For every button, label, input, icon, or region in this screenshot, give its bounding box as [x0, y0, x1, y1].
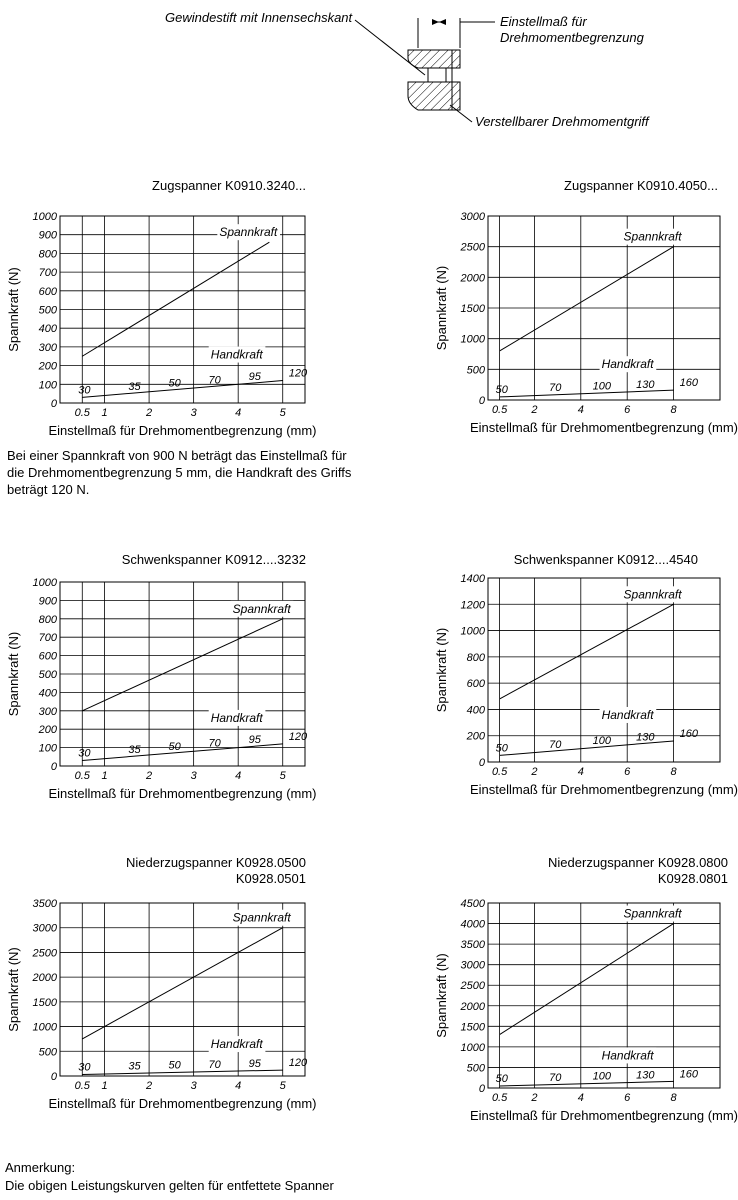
handkraft-value-label: 120	[288, 367, 308, 380]
chart-title: Niederzugspanner K0928.0500 K0928.0501	[126, 855, 306, 886]
y-tick-label: 600	[38, 285, 57, 298]
handkraft-value-label: 50	[168, 740, 181, 753]
x-tick-label: 5	[279, 407, 286, 419]
x-tick-label: 0.5	[74, 407, 90, 419]
handkraft-value-label: 35	[128, 381, 141, 394]
y-tick-label: 700	[38, 632, 57, 645]
footer-text: Die obigen Leistungskurven gelten für entfettete Spanner	[5, 1178, 334, 1193]
y-axis-label: Spannkraft (N)	[434, 627, 449, 713]
series-name-label: Handkraft	[210, 710, 263, 725]
y-tick-label: 2500	[460, 241, 485, 254]
series-name-label: Spannkraft	[232, 601, 291, 616]
y-axis-label: Spannkraft (N)	[6, 267, 21, 352]
y-tick-label: 1500	[460, 1021, 485, 1034]
x-tick-label: 2	[146, 1080, 153, 1092]
y-tick-label: 3500	[460, 939, 485, 952]
y-tick-label: 200	[38, 360, 57, 373]
handkraft-value-label: 35	[128, 744, 141, 757]
handkraft-value-label: 100	[592, 380, 611, 393]
handkraft-value-label: 130	[636, 1069, 655, 1082]
y-tick-label: 600	[466, 678, 485, 691]
handkraft-value-label: 50	[495, 742, 508, 755]
handkraft-value-label: 95	[248, 1057, 261, 1070]
x-tick-label: 2	[146, 407, 153, 419]
x-tick-label: 4	[577, 766, 584, 778]
series-name-label: Spannkraft	[623, 587, 682, 602]
chart-plot	[400, 178, 738, 453]
series-name-label: Spannkraft	[623, 229, 682, 244]
x-tick-label: 8	[670, 404, 677, 416]
x-tick-label: 8	[670, 766, 677, 778]
chart-zugspanner-3240	[0, 178, 330, 438]
y-tick-label: 1000	[32, 1021, 57, 1034]
series-line-handkraft	[500, 1081, 674, 1086]
handkraft-value-label: 160	[679, 377, 698, 390]
footer-heading: Anmerkung:	[5, 1160, 76, 1175]
y-tick-label: 4500	[460, 898, 485, 910]
y-tick-label: 500	[38, 304, 57, 317]
y-tick-label: 0	[50, 761, 57, 773]
y-tick-label: 300	[38, 341, 57, 354]
y-tick-label: 900	[38, 229, 57, 242]
handkraft-value-label: 160	[679, 727, 698, 740]
chart-schwenkspanner-3232	[0, 552, 330, 812]
technical-diagram	[150, 0, 670, 140]
y-tick-label: 500	[466, 364, 485, 377]
y-tick-label: 400	[466, 704, 485, 717]
x-tick-label: 6	[624, 1092, 631, 1104]
x-tick-label: 4	[235, 770, 242, 782]
y-tick-label: 0	[478, 395, 485, 407]
y-tick-label: 1500	[32, 996, 57, 1009]
y-tick-label: 3000	[460, 959, 485, 972]
series-line-handkraft	[82, 381, 282, 398]
handkraft-value-label: 120	[288, 1057, 308, 1070]
handkraft-value-label: 70	[549, 1071, 562, 1084]
plot-frame	[60, 903, 305, 1076]
x-tick-label: 1	[101, 407, 108, 419]
y-tick-label: 0	[50, 398, 57, 410]
x-axis-label: Einstellmaß für Drehmomentbegrenzung (mm)	[48, 1096, 317, 1111]
chart-title: Schwenkspanner K0912....4540	[513, 552, 698, 567]
series-line-spannkraft	[82, 619, 282, 711]
y-tick-label: 0	[478, 757, 485, 769]
handkraft-value-label: 50	[495, 1072, 508, 1085]
y-tick-label: 1000	[32, 211, 57, 223]
handkraft-value-label: 30	[78, 747, 91, 760]
y-tick-label: 300	[38, 705, 57, 718]
series-line-spannkraft	[500, 924, 674, 1035]
y-tick-label: 0	[478, 1083, 485, 1095]
y-axis-label: Spannkraft (N)	[6, 631, 21, 717]
y-tick-label: 2000	[32, 972, 57, 985]
x-axis-label: Einstellmaß für Drehmomentbegrenzung (mm)	[48, 786, 317, 801]
y-tick-label: 0	[50, 1071, 57, 1083]
x-tick-label: 2	[531, 766, 538, 778]
handkraft-value-label: 95	[248, 734, 261, 747]
y-tick-label: 700	[38, 267, 57, 280]
x-tick-label: 8	[670, 1092, 677, 1104]
y-tick-label: 1000	[460, 1041, 485, 1054]
series-line-handkraft	[82, 744, 282, 761]
handkraft-value-label: 130	[636, 731, 655, 744]
handkraft-value-label: 120	[288, 730, 308, 743]
handkraft-value-label: 35	[128, 1060, 141, 1073]
handkraft-value-label: 70	[208, 374, 221, 387]
chart-plot	[0, 178, 330, 438]
x-tick-label: 6	[624, 766, 631, 778]
handkraft-value-label: 70	[549, 382, 562, 395]
chart-title: Zugspanner K0910.4050...	[564, 178, 718, 193]
series-name-label: Handkraft	[601, 357, 654, 372]
chart-plot	[400, 552, 738, 812]
handkraft-value-label: 70	[208, 737, 221, 750]
y-tick-label: 1000	[460, 625, 485, 638]
x-tick-label: 5	[279, 770, 286, 782]
y-tick-label: 1400	[460, 573, 485, 585]
chart-niederzugspanner-0800	[400, 855, 738, 1130]
label-setting: Einstellmaß für Drehmomentbegrenzung	[500, 14, 644, 45]
x-tick-label: 2	[531, 404, 538, 416]
chart-title: Niederzugspanner K0928.0800 K0928.0801	[548, 855, 728, 886]
chart-plot	[0, 552, 330, 812]
y-tick-label: 4000	[460, 918, 485, 931]
x-tick-label: 1	[101, 770, 108, 782]
chart-plot	[0, 855, 330, 1125]
series-name-label: Handkraft	[210, 1037, 263, 1052]
y-tick-label: 400	[38, 687, 57, 700]
series-name-label: Handkraft	[210, 347, 263, 362]
handkraft-value-label: 130	[636, 378, 655, 391]
handkraft-value-label: 50	[168, 1059, 181, 1072]
x-tick-label: 4	[577, 404, 584, 416]
chart-title: Zugspanner K0910.3240...	[152, 178, 306, 193]
y-tick-label: 1000	[32, 577, 57, 589]
y-tick-label: 500	[38, 1046, 57, 1059]
y-tick-label: 200	[38, 724, 57, 737]
x-tick-label: 0.5	[74, 1080, 90, 1092]
y-tick-label: 3000	[32, 922, 57, 935]
handkraft-value-label: 70	[549, 738, 562, 751]
x-tick-label: 0.5	[491, 404, 508, 416]
y-tick-label: 100	[38, 379, 57, 392]
x-tick-label: 3	[190, 770, 197, 782]
x-tick-label: 2	[146, 770, 153, 782]
y-tick-label: 1000	[460, 333, 485, 346]
y-tick-label: 2000	[460, 1000, 485, 1013]
handkraft-value-label: 160	[679, 1068, 698, 1081]
y-tick-label: 600	[38, 650, 57, 663]
y-axis-label: Spannkraft (N)	[434, 953, 449, 1038]
y-tick-label: 3000	[460, 211, 485, 223]
y-tick-label: 2000	[460, 272, 485, 285]
series-line-handkraft	[500, 390, 674, 397]
x-tick-label: 4	[577, 1092, 584, 1104]
chart-plot	[400, 855, 738, 1130]
y-tick-label: 800	[38, 613, 57, 626]
label-screw: Gewindestift mit Innensechskant	[165, 10, 353, 25]
handkraft-value-label: 100	[592, 1070, 611, 1083]
series-name-label: Spannkraft	[232, 910, 291, 925]
chart-zugspanner-4050	[400, 178, 738, 453]
x-axis-label: Einstellmaß für Drehmomentbegrenzung (mm)	[469, 782, 738, 797]
series-name-label: Handkraft	[601, 707, 654, 722]
handkraft-value-label: 100	[592, 735, 611, 748]
y-tick-label: 1500	[460, 303, 485, 315]
footer-note	[5, 1160, 405, 1194]
series-name-label: Handkraft	[601, 1048, 654, 1063]
series-line-spannkraft	[500, 247, 674, 351]
y-tick-label: 800	[466, 651, 485, 664]
handkraft-value-label: 95	[248, 370, 261, 383]
x-axis-label: Einstellmaß für Drehmomentbegrenzung (mm)	[469, 420, 738, 435]
x-tick-label: 5	[279, 1080, 286, 1092]
y-axis-label: Spannkraft (N)	[434, 265, 449, 351]
chart-niederzugspanner-0500	[0, 855, 330, 1125]
x-tick-label: 4	[235, 407, 242, 419]
chart-title: Schwenkspanner K0912....3232	[121, 552, 306, 567]
y-tick-label: 1200	[460, 599, 485, 612]
y-tick-label: 900	[38, 595, 57, 608]
handkraft-value-label: 70	[208, 1058, 221, 1071]
y-tick-label: 2500	[460, 980, 485, 993]
y-tick-label: 400	[38, 323, 57, 336]
x-tick-label: 3	[190, 407, 197, 419]
y-tick-label: 500	[38, 669, 57, 681]
note-text	[7, 447, 367, 498]
y-axis-label: Spannkraft (N)	[6, 947, 21, 1032]
handkraft-value-label: 30	[78, 384, 91, 397]
x-tick-label: 4	[235, 1080, 242, 1092]
handkraft-value-label: 30	[78, 1061, 91, 1074]
series-line-spannkraft	[500, 604, 674, 699]
x-tick-label: 3	[190, 1080, 197, 1092]
series-line-spannkraft	[82, 242, 269, 356]
x-tick-label: 6	[624, 404, 631, 416]
handkraft-value-label: 50	[495, 383, 508, 396]
series-line-handkraft	[82, 1070, 282, 1074]
y-tick-label: 200	[466, 730, 485, 743]
series-name-label: Spannkraft	[219, 225, 278, 240]
x-tick-label: 2	[531, 1092, 538, 1104]
y-tick-label: 2500	[32, 947, 57, 960]
handkraft-value-label: 50	[168, 377, 181, 390]
series-line-spannkraft	[82, 928, 282, 1039]
y-tick-label: 800	[38, 248, 57, 261]
x-tick-label: 0.5	[491, 1092, 508, 1104]
x-tick-label: 0.5	[491, 766, 508, 778]
note-paragraph: Bei einer Spannkraft von 900 N beträgt das Einstellmaß für die Drehmomentbegrenzung 5 mm, die Handkraft des Griffs beträgt 120 N.	[7, 448, 352, 497]
y-tick-label: 100	[38, 742, 57, 755]
x-axis-label: Einstellmaß für Drehmomentbegrenzung (mm)	[469, 1108, 738, 1123]
series-name-label: Spannkraft	[623, 906, 682, 921]
label-grip: Verstellbarer Drehmomentgriff	[475, 114, 649, 129]
chart-schwenkspanner-4540	[400, 552, 738, 812]
x-tick-label: 0.5	[74, 770, 90, 782]
y-tick-label: 500	[466, 1062, 485, 1075]
x-axis-label: Einstellmaß für Drehmomentbegrenzung (mm)	[48, 423, 317, 438]
x-tick-label: 1	[101, 1080, 108, 1092]
y-tick-label: 3500	[32, 898, 57, 910]
